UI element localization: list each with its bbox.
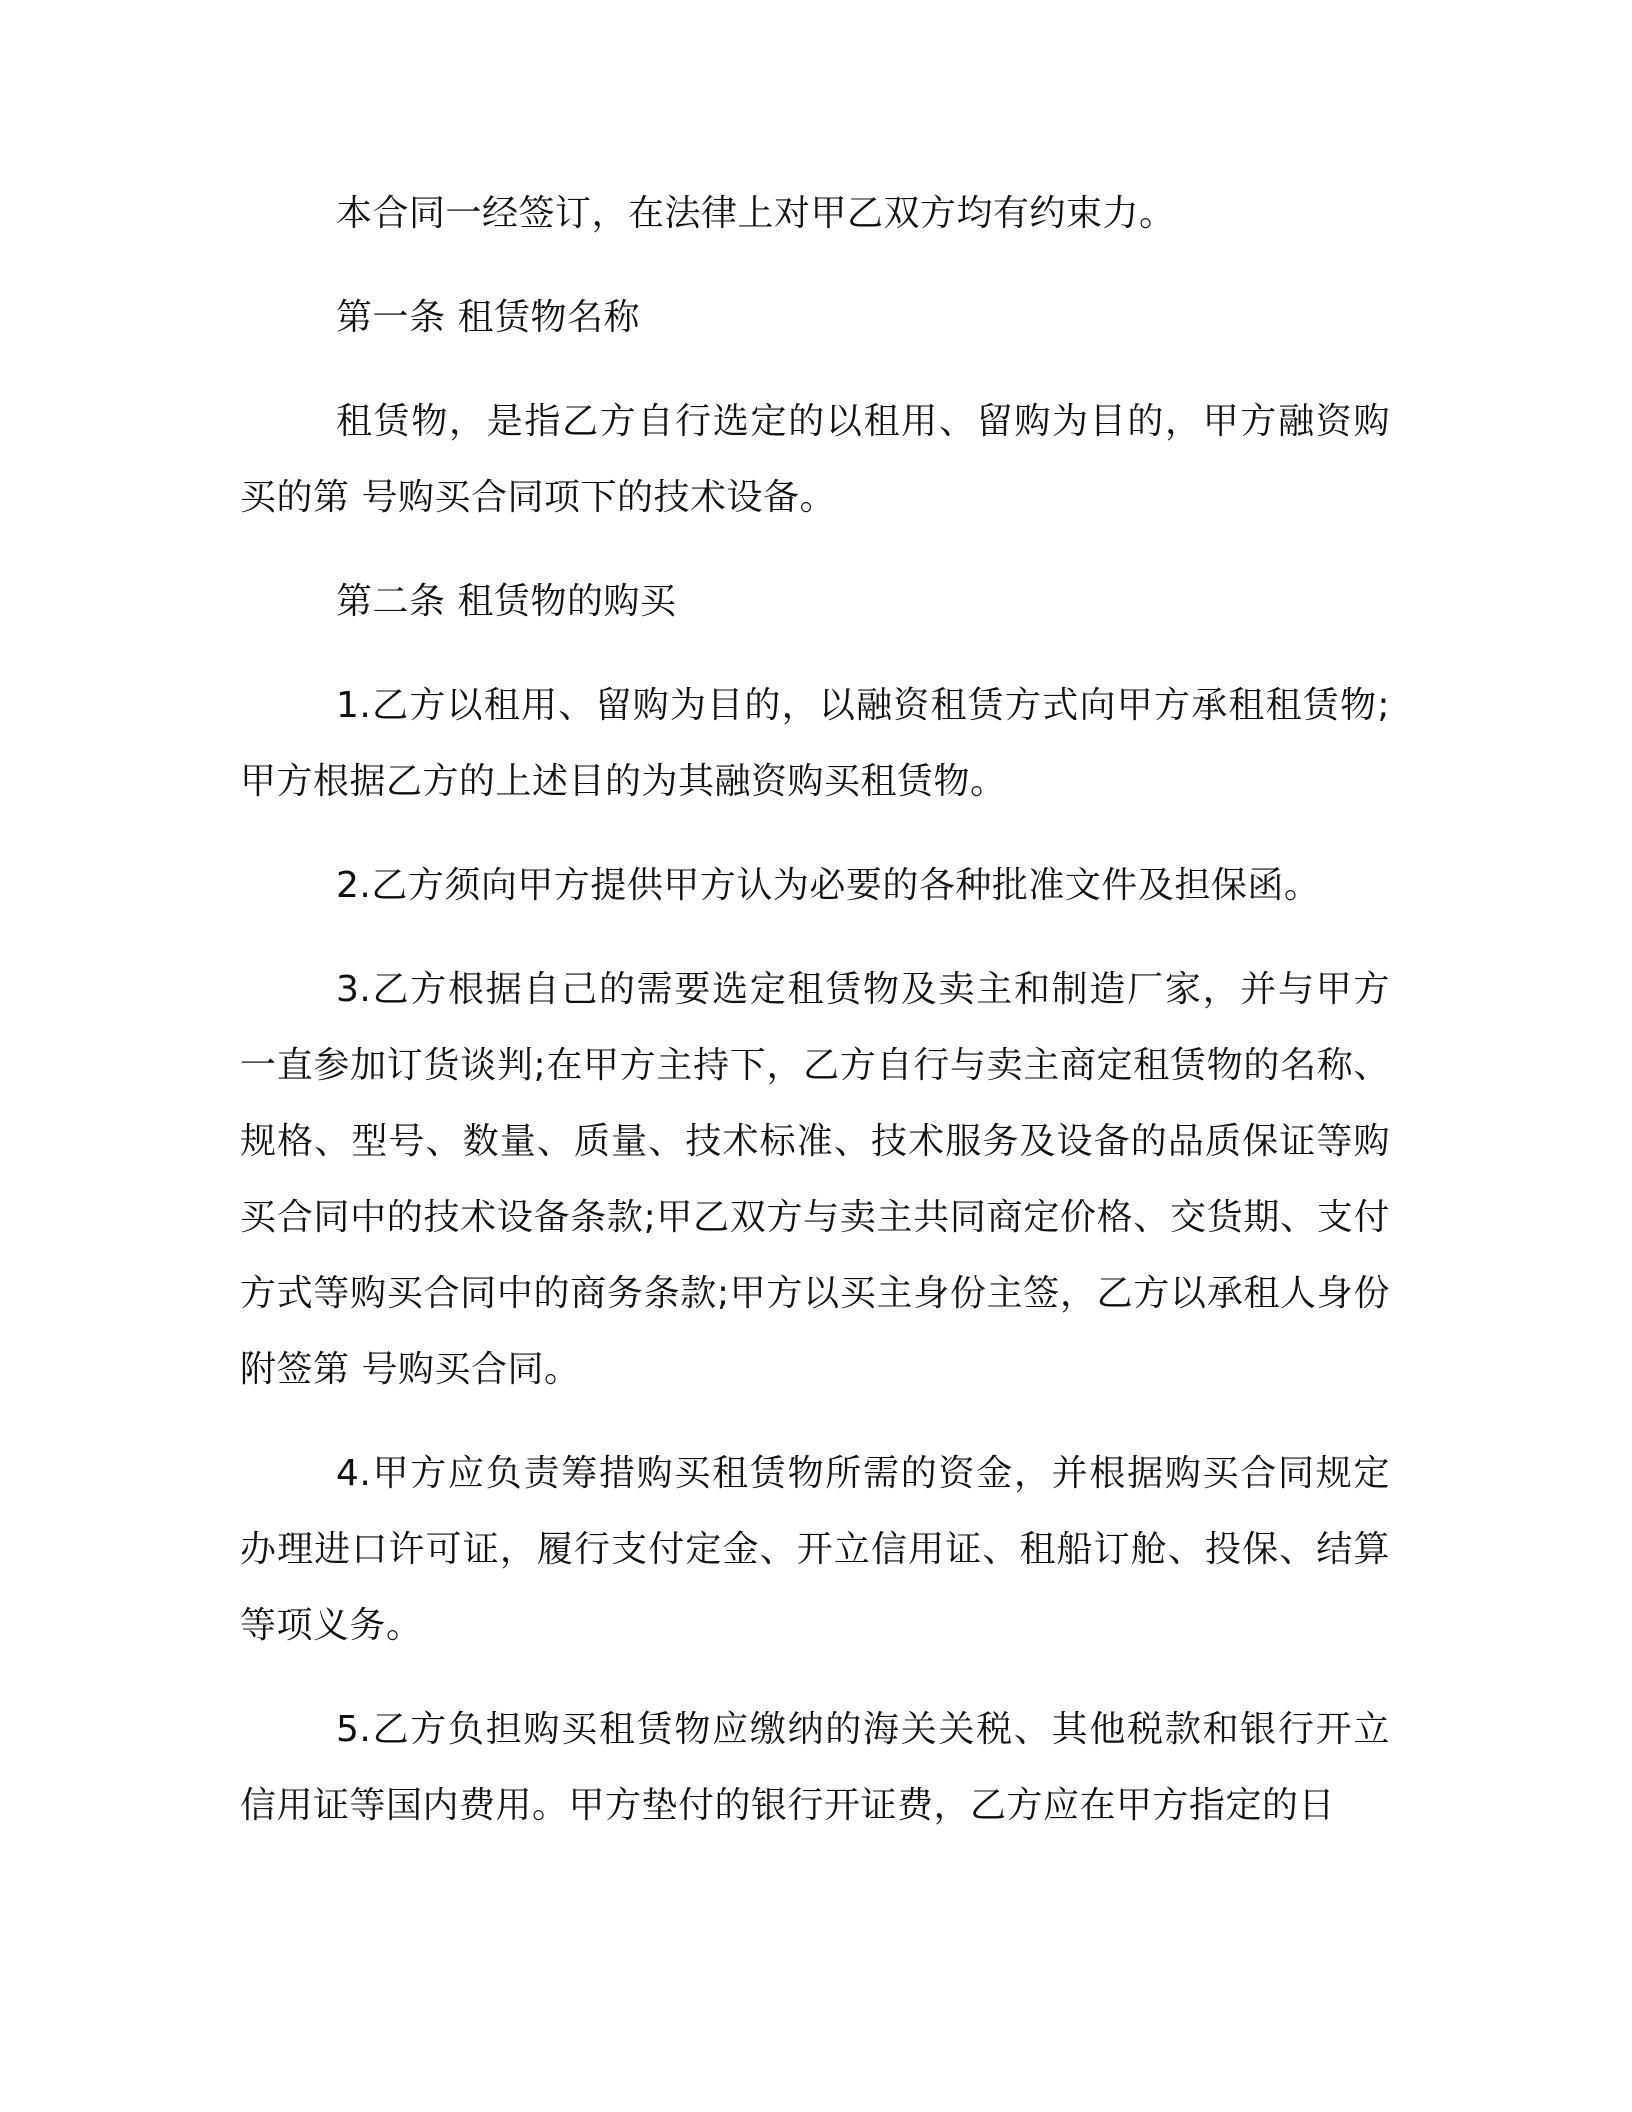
clause-2-3: 3.乙方根据自己的需要选定租赁物及卖主和制造厂家，并与甲方一直参加订货谈判;在甲方主持下，乙方自行与卖主商定租赁物的名称、规格、型号、数量、质量、技术标准、技术服务及设备的品质保证等购买合同中的技术设备条款;甲乙双方与卖主共同商定价格、交货期、支付方式等购买合同中的商务条款;甲方以买主身份主签，乙方以承租人身份附签第 号购买合同。 [240,969,1390,1390]
document-body [240,176,1390,1872]
paragraph-binding-effect: 本合同一经签订，在法律上对甲乙双方均有约束力。 [336,193,1176,234]
clause-2-4: 4.甲方应负责筹措购买租赁物所需的资金，并根据购买合同规定办理进口许可证，履行支付定金、开立信用证、租船订舱、投保、结算等项义务。 [240,1453,1390,1646]
clause-2-2: 2.乙方须向甲方提供甲方认为必要的各种批准文件及担保函。 [336,865,1321,906]
article-1-heading: 第一条 租赁物名称 [336,297,640,338]
paragraph-leased-item-definition: 租赁物，是指乙方自行选定的以租用、留购为目的，甲方融资购买的第 号购买合同项下的技术设备。 [240,401,1390,518]
clause-2-5: 5.乙方负担购买租赁物应缴纳的海关关税、其他税款和银行开立信用证等国内费用。甲方垫付的银行开证费，乙方应在甲方指定的日 [240,1709,1390,1826]
clause-2-1: 1.乙方以租用、留购为目的，以融资租赁方式向甲方承租租赁物;甲方根据乙方的上述目的为其融资购买租赁物。 [240,685,1390,802]
article-2-heading: 第二条 租赁物的购买 [336,581,677,622]
